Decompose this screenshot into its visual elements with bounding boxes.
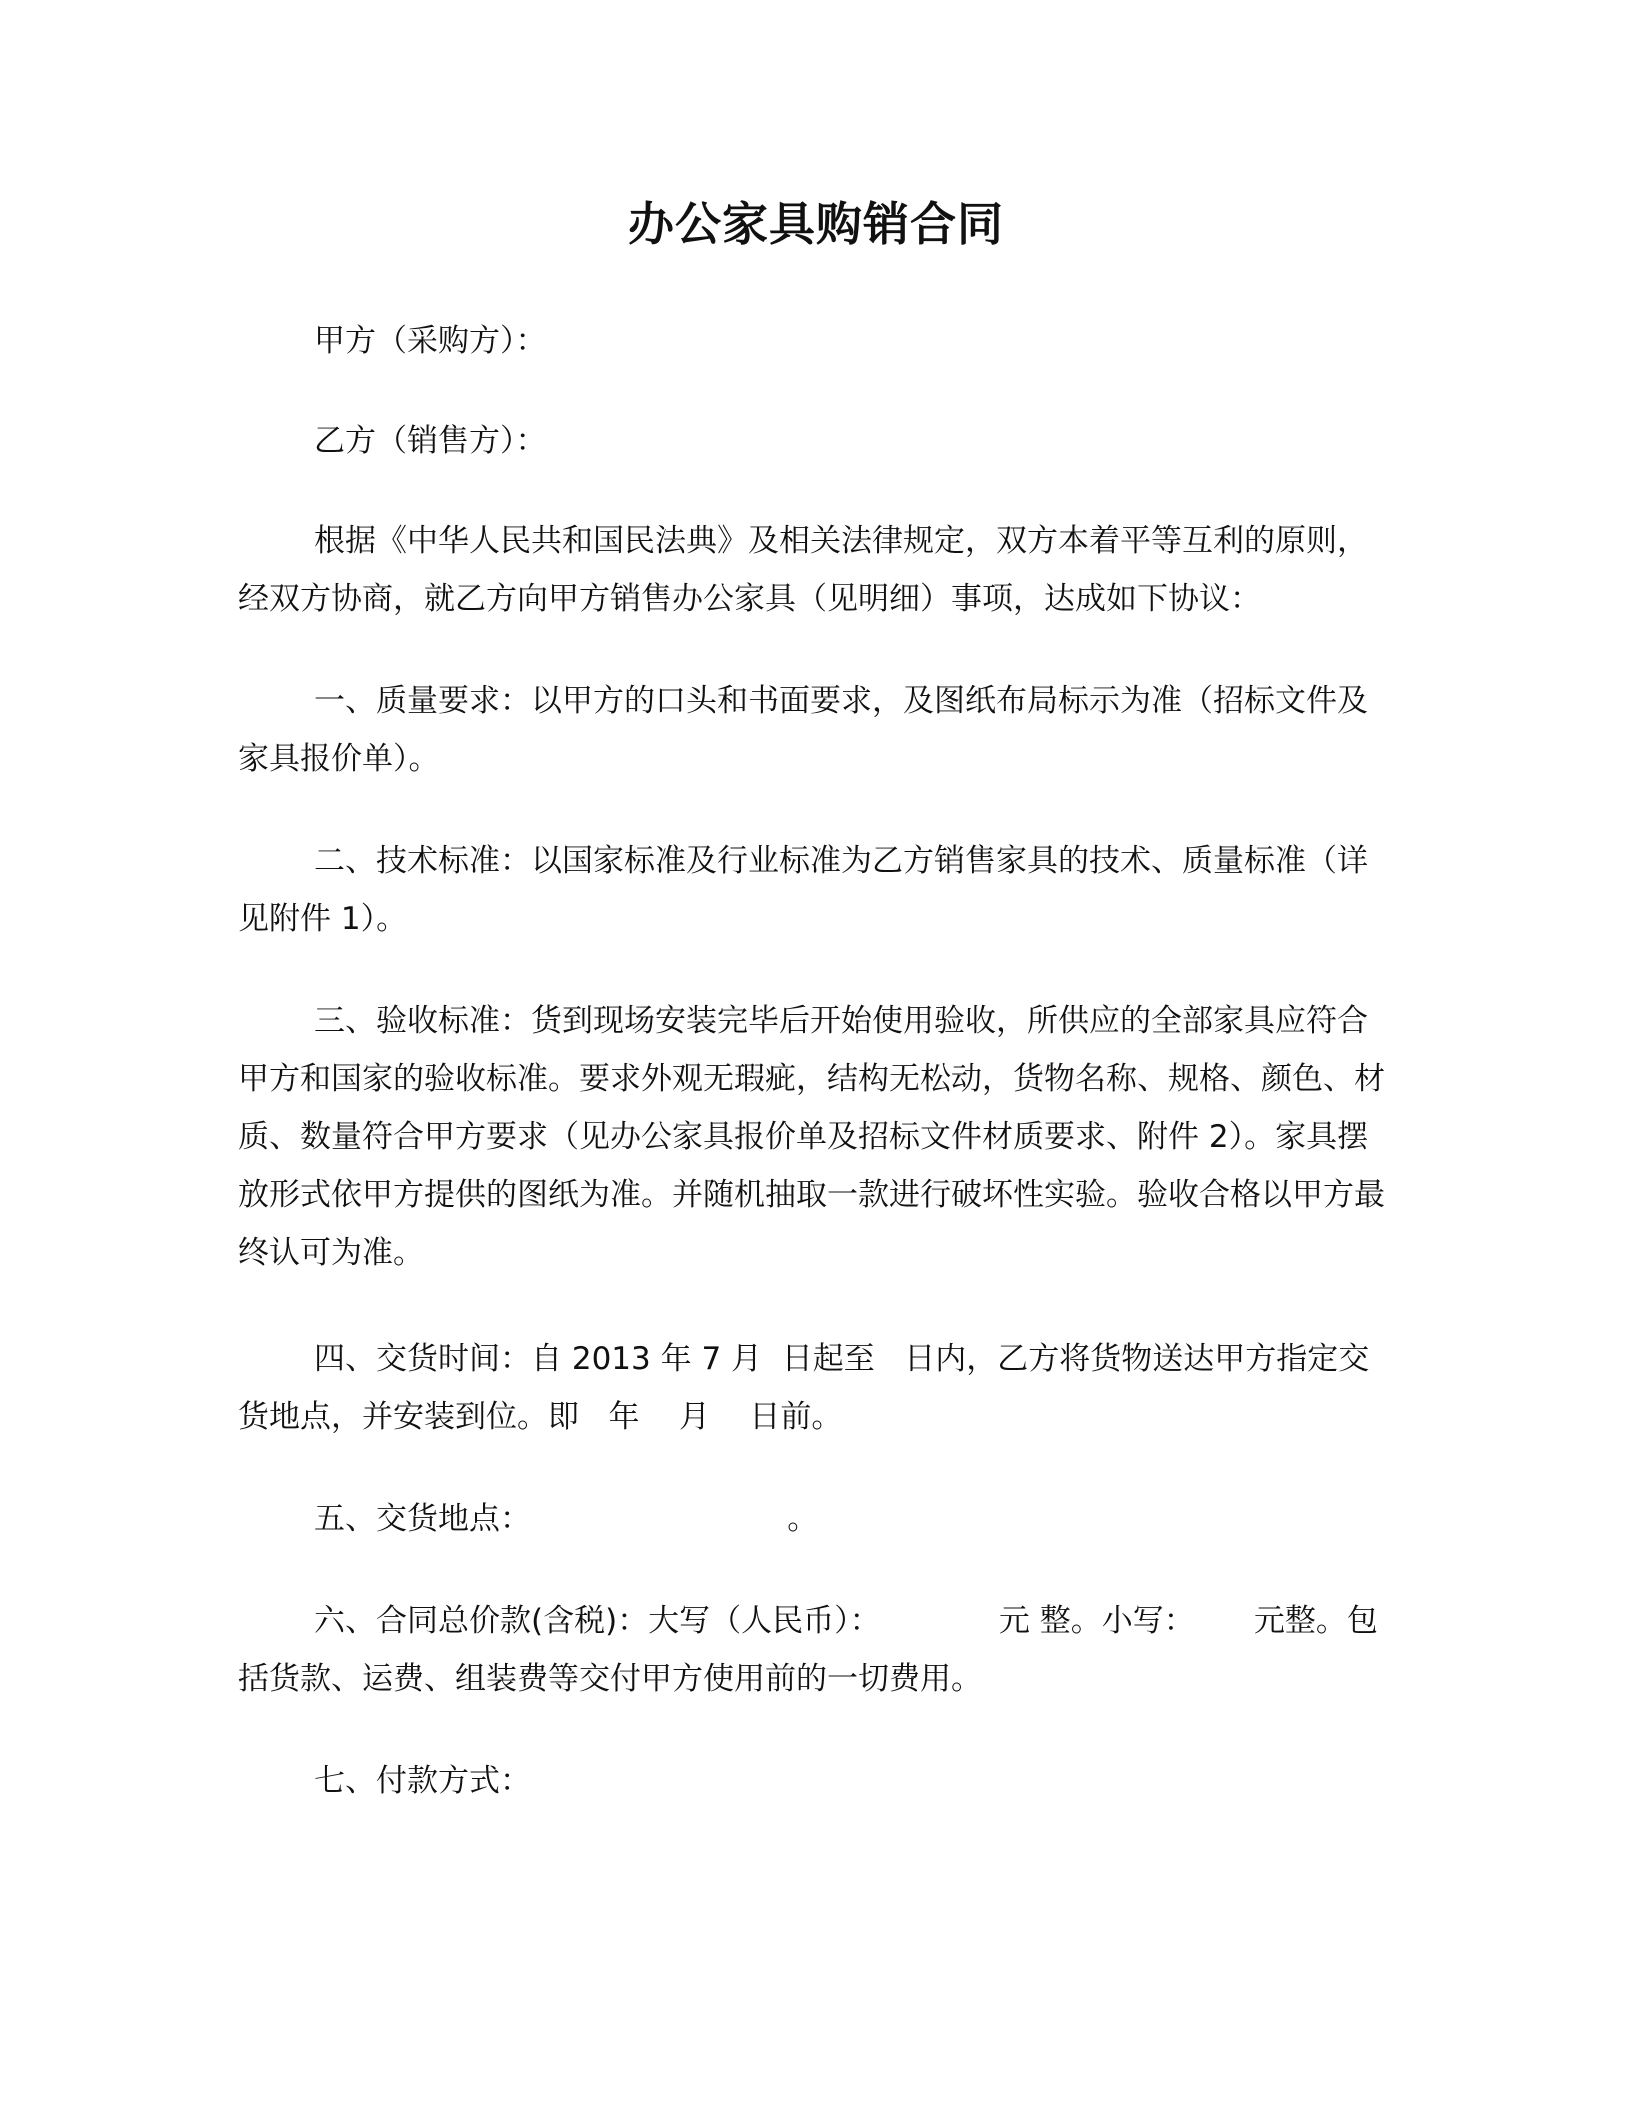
clause-acceptance-standard: 三、验收标准：货到现场安装完毕后开始使用验收，所供应的全部家具应符合甲方和国家的验收标准。要求外观无瑕疵，结构无松动，货物名称、规格、颜色、材质、数量符合甲方要求（见办公家具报价单及招标文件材质要求、附件 2）。家具摆放形式依甲方提供的图纸为准。并随机抽取一款进行破坏性实验。验收合格以甲方最终认可为准。 bbox=[238, 1003, 1385, 1271]
clause-total-price: 六、合同总价款(含税)：大写（人民币）： 元 整。小写： 元整。包括货款、运费、组装费等交付甲方使用前的一切费用。 bbox=[238, 1603, 1378, 1697]
document-title: 办公家具购销合同 bbox=[628, 197, 1004, 251]
clause-delivery-time: 四、交货时间：自 2013 年 7 月 日起至 日内，乙方将货物送达甲方指定交货地点，并安装到位。即 年 月 日前。 bbox=[238, 1341, 1370, 1435]
preamble-paragraph: 根据《中华人民共和国民法典》及相关法律规定，双方本着平等互利的原则，经双方协商，就乙方向甲方销售办公家具（见明细）事项，达成如下协议： bbox=[238, 523, 1368, 617]
party-b-line: 乙方（销售方）： bbox=[314, 423, 547, 459]
clause-technical-standard: 二、技术标准：以国家标准及行业标准为乙方销售家具的技术、质量标准（详见附件 1）。 bbox=[238, 843, 1368, 937]
clause-payment-method: 七、付款方式： bbox=[314, 1763, 531, 1799]
clause-delivery-location: 五、交货地点： 。 bbox=[314, 1501, 819, 1537]
clause-quality: 一、质量要求：以甲方的口头和书面要求，及图纸布局标示为准（招标文件及家具报价单）。 bbox=[238, 683, 1368, 777]
party-a-line: 甲方（采购方）： bbox=[314, 323, 547, 359]
